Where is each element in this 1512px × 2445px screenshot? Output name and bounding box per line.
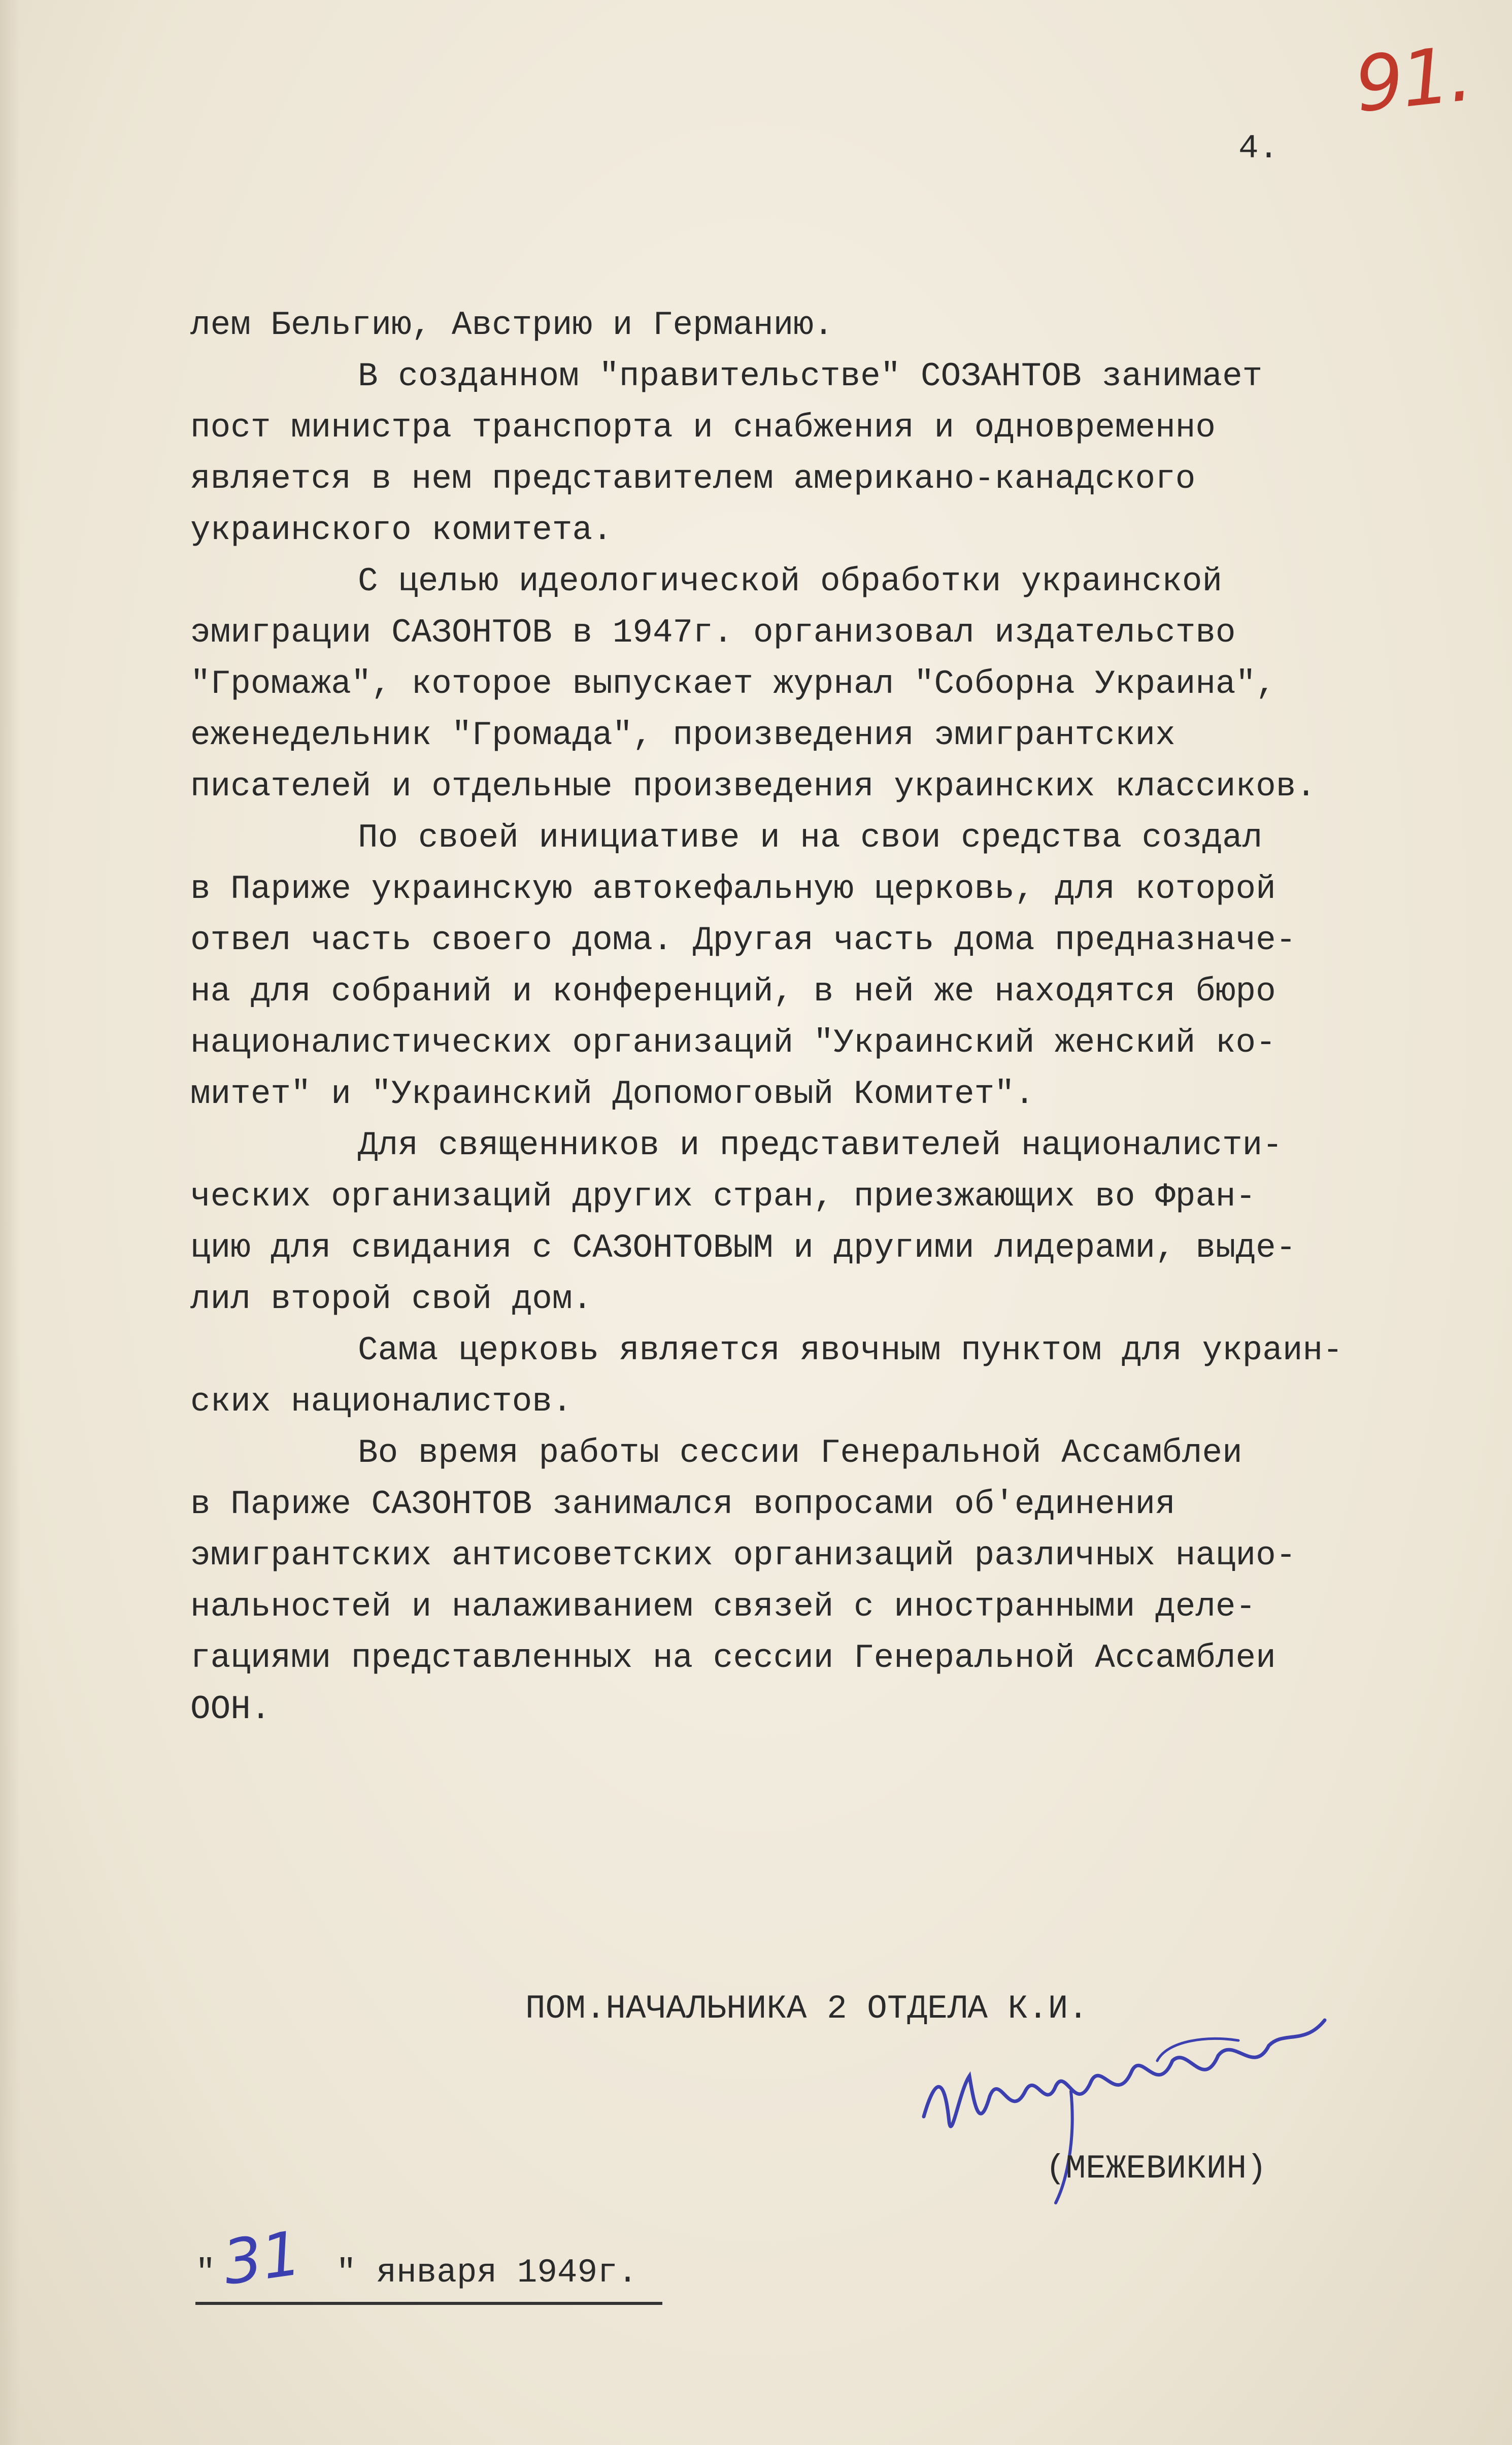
body-line: эмиграции САЗОНТОВ в 1947г. организовал издательство (190, 614, 1236, 652)
body-line: "Громажа", которое выпускает журнал "Соборна Украина", (190, 665, 1276, 703)
body-line: еженедельник "Громада", произведения эмигрантских (190, 716, 1175, 754)
body-line: С целью идеологической обработки украинской (358, 562, 1223, 600)
date-underline (195, 2302, 662, 2305)
body-line: В созданном "правительстве" СОЗАНТОВ занимает (358, 357, 1263, 395)
body-line: в Париже украинскую автокефальную церковь, для которой (190, 870, 1276, 908)
body-line: цию для свидания с САЗОНТОВЫМ и другими лидерами, выде- (190, 1229, 1296, 1267)
body-line: ских националистов. (190, 1383, 573, 1421)
body-line: на для собраний и конференций, в ней же находятся бюро (190, 973, 1276, 1011)
body-line: Сама церковь является явочным пунктом для украин- (358, 1331, 1343, 1369)
signatory-name: (МЕЖЕВИКИН) (1046, 2150, 1267, 2188)
page-binding-edge (0, 0, 20, 2445)
body-line: в Париже САЗОНТОВ занимался вопросами об'единения (190, 1485, 1175, 1523)
date-day-handwritten: 31 (219, 2218, 306, 2299)
body-line: лем Бельгию, Австрию и Германию. (190, 306, 834, 344)
body-line: националистических организаций "Украинский женский ко- (190, 1024, 1276, 1062)
body-line: является в нем представителем американо-канадского (190, 460, 1196, 498)
body-line: пост министра транспорта и снабжения и одновременно (190, 409, 1216, 447)
body-line: митет" и "Украинский Допомоговый Комитет". (190, 1075, 1035, 1113)
page-number: 4. (1238, 129, 1279, 168)
date-month-year: января 1949г. (376, 2254, 638, 2292)
document-body (190, 299, 1510, 1735)
body-line: ческих организаций других стран, приезжающих во Фран- (190, 1178, 1256, 1216)
body-line: украинского комитета. (190, 511, 613, 549)
body-line: ООН. (190, 1690, 271, 1728)
body-line: Во время работы сессии Генеральной Ассамблеи (358, 1434, 1242, 1472)
signatory-title: ПОМ.НАЧАЛЬНИКА 2 ОТДЕЛА К.И. (525, 1990, 1088, 2028)
date-open-quote: " (195, 2254, 216, 2292)
body-line: отвел часть своего дома. Другая часть дома предназначе- (190, 921, 1296, 959)
body-line: лил второй свой дом. (190, 1280, 593, 1318)
archive-folio-number: 91. (1351, 29, 1475, 130)
date-close-quote: " (336, 2254, 356, 2292)
body-line: Для священников и представителей националисти- (358, 1126, 1283, 1164)
body-line: гациями представленных на сессии Генеральной Ассамблеи (190, 1639, 1276, 1677)
body-line: нальностей и налаживанием связей с иностранными деле- (190, 1588, 1256, 1626)
body-line: По своей инициативе и на свои средства создал (358, 819, 1263, 857)
body-line: писателей и отдельные произведения украинских классиков. (190, 767, 1316, 806)
body-line: эмигрантских антисоветских организаций различных нацио- (190, 1536, 1296, 1575)
